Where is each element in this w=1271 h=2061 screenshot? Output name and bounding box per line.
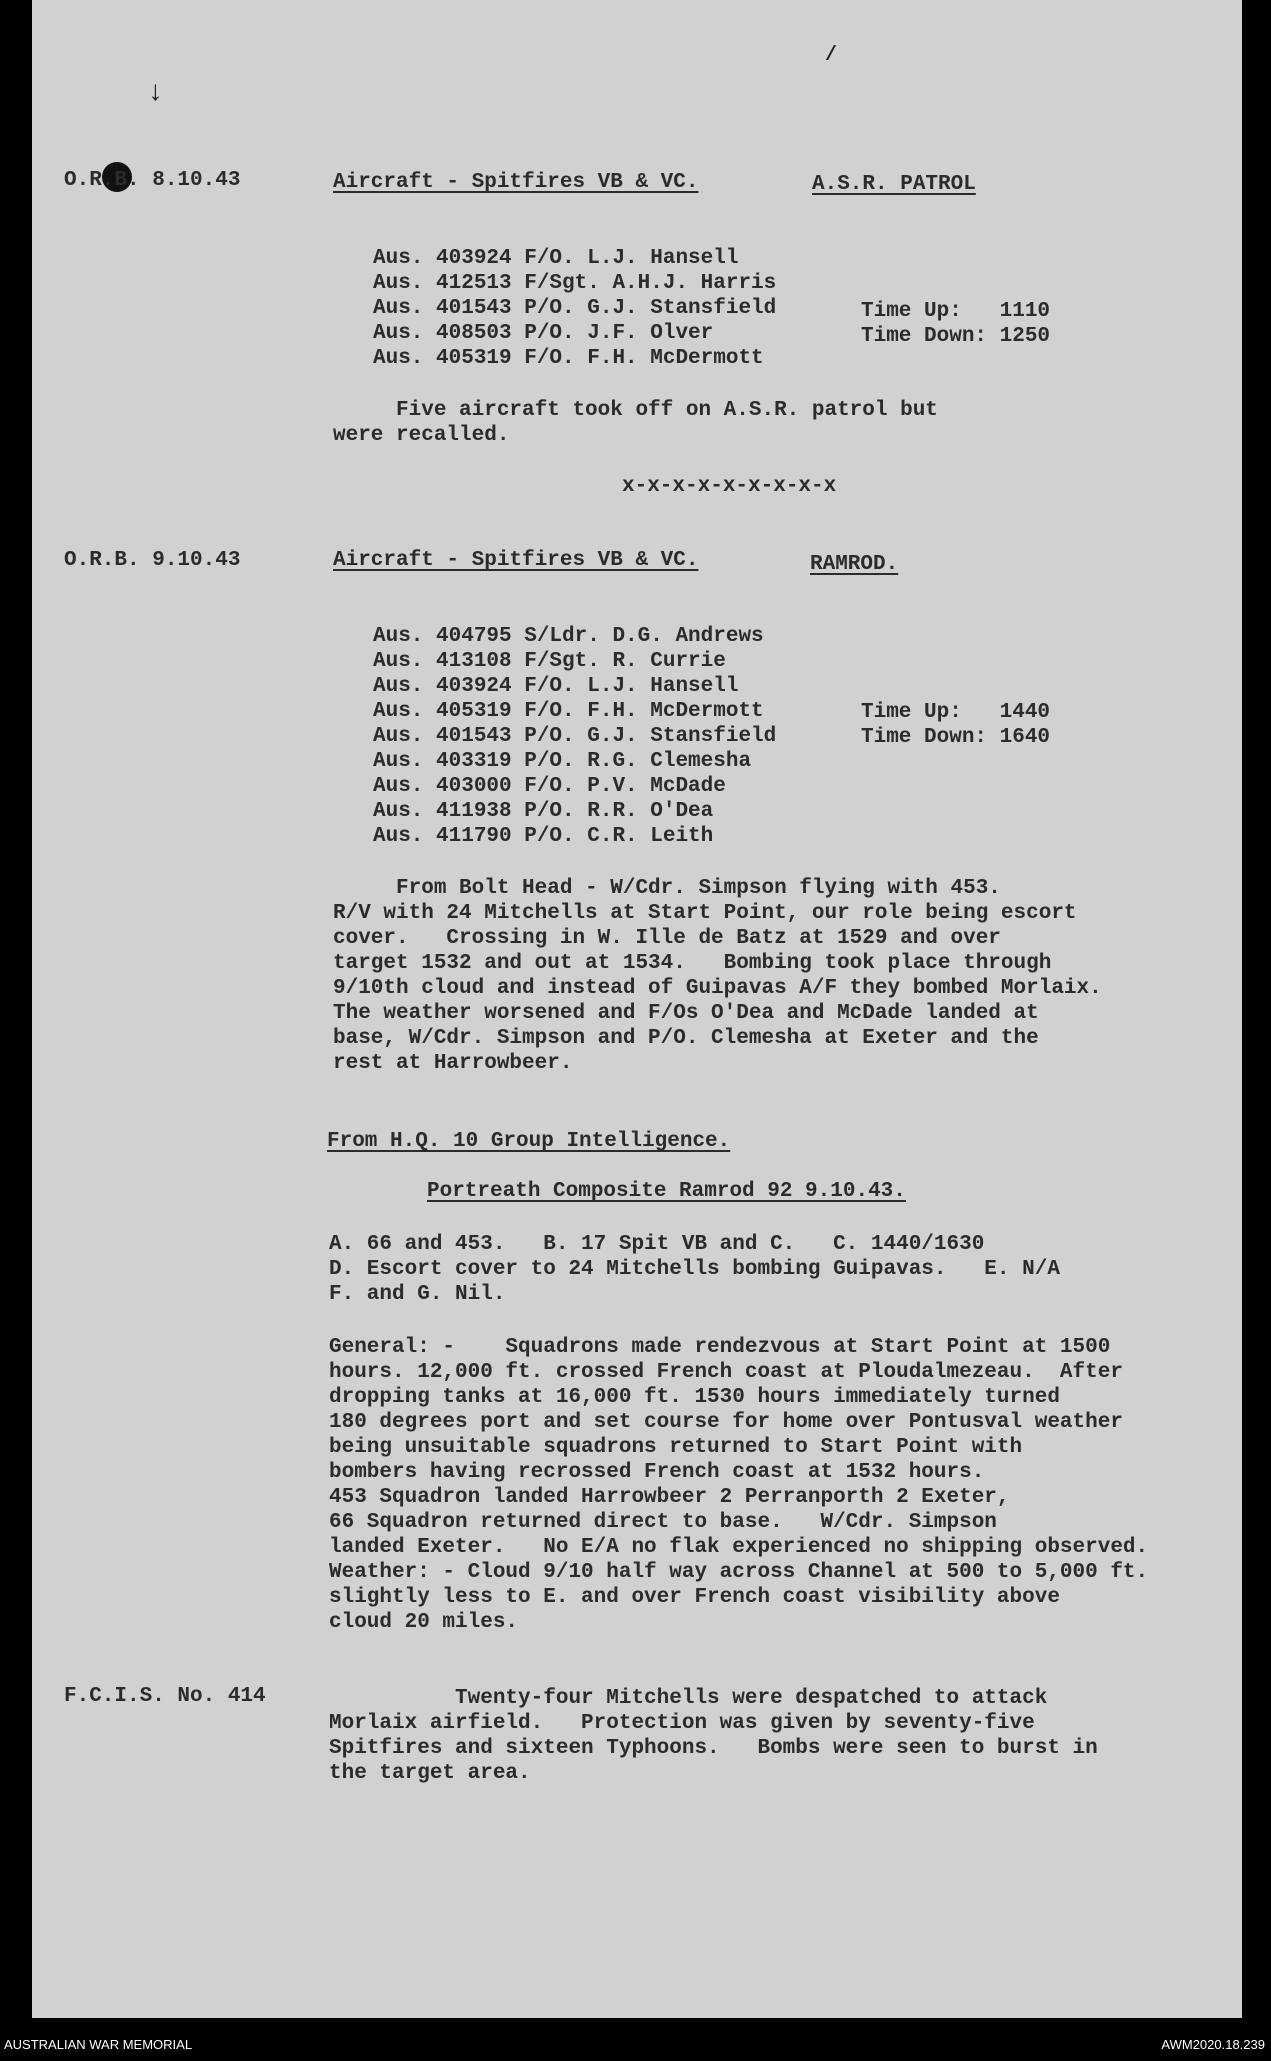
entry1-time-up: Time Up: 1110 bbox=[861, 300, 1051, 323]
entry1-operation: A.S.R. PATROL bbox=[812, 173, 976, 196]
footer-archive: AUSTRALIAN WAR MEMORIAL bbox=[4, 2037, 193, 2052]
fcis-text-3: Spitfires and sixteen Typhoons. Bombs were seen to burst in bbox=[329, 1737, 1098, 1760]
entry2-narrative-6: The weather worsened and F/Os O'Dea and McDade landed at bbox=[333, 1002, 1039, 1025]
separator: x-x-x-x-x-x-x-x-x bbox=[622, 475, 837, 498]
entry1-crew-5: Aus. 405319 F/O. F.H. McDermott bbox=[373, 347, 764, 370]
entry2-crew-9: Aus. 411790 P/O. C.R. Leith bbox=[373, 825, 714, 848]
intel-summary-1: A. 66 and 453. B. 17 Spit VB and C. C. 1440/1630 bbox=[329, 1233, 985, 1256]
intel-summary-2: D. Escort cover to 24 Mitchells bombing Guipavas. E. N/A bbox=[329, 1258, 1060, 1281]
entry1-aircraft: Aircraft - Spitfires VB & VC. bbox=[333, 171, 699, 194]
intel-general-4: 180 degrees port and set course for home over Pontusval weather bbox=[329, 1411, 1123, 1434]
intel-general-12: cloud 20 miles. bbox=[329, 1611, 519, 1634]
intel-general-1: General: - Squadrons made rendezvous at Start Point at 1500 bbox=[329, 1336, 1111, 1359]
entry2-narrative-1: From Bolt Head - W/Cdr. Simpson flying with 453. bbox=[333, 877, 1001, 900]
document-page bbox=[32, 0, 1242, 2018]
intel-title: Portreath Composite Ramrod 92 9.10.43. bbox=[427, 1180, 906, 1203]
entry1-narrative-1: Five aircraft took off on A.S.R. patrol but bbox=[333, 399, 938, 422]
entry2-crew-8: Aus. 411938 P/O. R.R. O'Dea bbox=[373, 800, 714, 823]
entry2-ref: O.R.B. 9.10.43 bbox=[64, 549, 241, 572]
intel-general-9: landed Exeter. No E/A no flak experienced no shipping observed. bbox=[329, 1536, 1149, 1559]
entry1-ref: O.R.B. 8.10.43 bbox=[64, 169, 241, 192]
fcis-ref: F.C.I.S. No. 414 bbox=[64, 1685, 266, 1708]
entry2-crew-1: Aus. 404795 S/Ldr. D.G. Andrews bbox=[373, 625, 764, 648]
entry2-crew-5: Aus. 401543 P/O. G.J. Stansfield bbox=[373, 725, 777, 748]
intel-source: From H.Q. 10 Group Intelligence. bbox=[327, 1130, 731, 1153]
pen-mark: ↓ bbox=[147, 78, 164, 109]
intel-summary-3: F. and G. Nil. bbox=[329, 1283, 506, 1306]
entry2-crew-2: Aus. 413108 F/Sgt. R. Currie bbox=[373, 650, 726, 673]
footer-reference: AWM2020.18.239 bbox=[1161, 2037, 1265, 2052]
entry2-time-up: Time Up: 1440 bbox=[861, 701, 1051, 724]
intel-general-10: Weather: - Cloud 9/10 half way across Channel at 500 to 5,000 ft. bbox=[329, 1561, 1149, 1584]
entry1-crew-2: Aus. 412513 F/Sgt. A.H.J. Harris bbox=[373, 272, 777, 295]
intel-general-5: being unsuitable squadrons returned to Start Point with bbox=[329, 1436, 1023, 1459]
entry2-narrative-2: R/V with 24 Mitchells at Start Point, our role being escort bbox=[333, 902, 1077, 925]
entry2-narrative-8: rest at Harrowbeer. bbox=[333, 1052, 573, 1075]
fcis-text-2: Morlaix airfield. Protection was given by seventy-five bbox=[329, 1712, 1035, 1735]
intel-general-3: dropping tanks at 16,000 ft. 1530 hours immediately turned bbox=[329, 1386, 1060, 1409]
entry1-crew-1: Aus. 403924 F/O. L.J. Hansell bbox=[373, 247, 739, 270]
entry1-crew-4: Aus. 408503 P/O. J.F. Olver bbox=[373, 322, 714, 345]
intel-general-7: 453 Squadron landed Harrowbeer 2 Perranporth 2 Exeter, bbox=[329, 1486, 1010, 1509]
entry2-crew-7: Aus. 403000 F/O. P.V. McDade bbox=[373, 775, 726, 798]
entry2-narrative-7: base, W/Cdr. Simpson and P/O. Clemesha at Exeter and the bbox=[333, 1027, 1039, 1050]
entry2-narrative-3: cover. Crossing in W. Ille de Batz at 1529 and over bbox=[333, 927, 1001, 950]
intel-general-6: bombers having recrossed French coast at 1532 hours. bbox=[329, 1461, 985, 1484]
entry1-time-down: Time Down: 1250 bbox=[861, 325, 1051, 348]
entry2-crew-3: Aus. 403924 F/O. L.J. Hansell bbox=[373, 675, 739, 698]
intel-general-11: slightly less to E. and over French coast visibility above bbox=[329, 1586, 1060, 1609]
entry2-narrative-5: 9/10th cloud and instead of Guipavas A/F they bombed Morlaix. bbox=[333, 977, 1102, 1000]
intel-general-2: hours. 12,000 ft. crossed French coast at Ploudalmezeau. After bbox=[329, 1361, 1123, 1384]
entry1-narrative-2: were recalled. bbox=[333, 424, 510, 447]
pen-tick: / bbox=[825, 44, 838, 67]
entry2-aircraft: Aircraft - Spitfires VB & VC. bbox=[333, 549, 699, 572]
entry2-crew-6: Aus. 403319 P/O. R.G. Clemesha bbox=[373, 750, 752, 773]
entry2-crew-4: Aus. 405319 F/O. F.H. McDermott bbox=[373, 700, 764, 723]
entry2-narrative-4: target 1532 and out at 1534. Bombing took place through bbox=[333, 952, 1052, 975]
entry2-operation: RAMROD. bbox=[810, 553, 899, 576]
intel-general-8: 66 Squadron returned direct to base. W/Cdr. Simpson bbox=[329, 1511, 997, 1534]
entry2-time-down: Time Down: 1640 bbox=[861, 726, 1051, 749]
fcis-text-1: Twenty-four Mitchells were despatched to attack bbox=[329, 1687, 1048, 1710]
fcis-text-4: the target area. bbox=[329, 1762, 531, 1785]
entry1-crew-3: Aus. 401543 P/O. G.J. Stansfield bbox=[373, 297, 777, 320]
